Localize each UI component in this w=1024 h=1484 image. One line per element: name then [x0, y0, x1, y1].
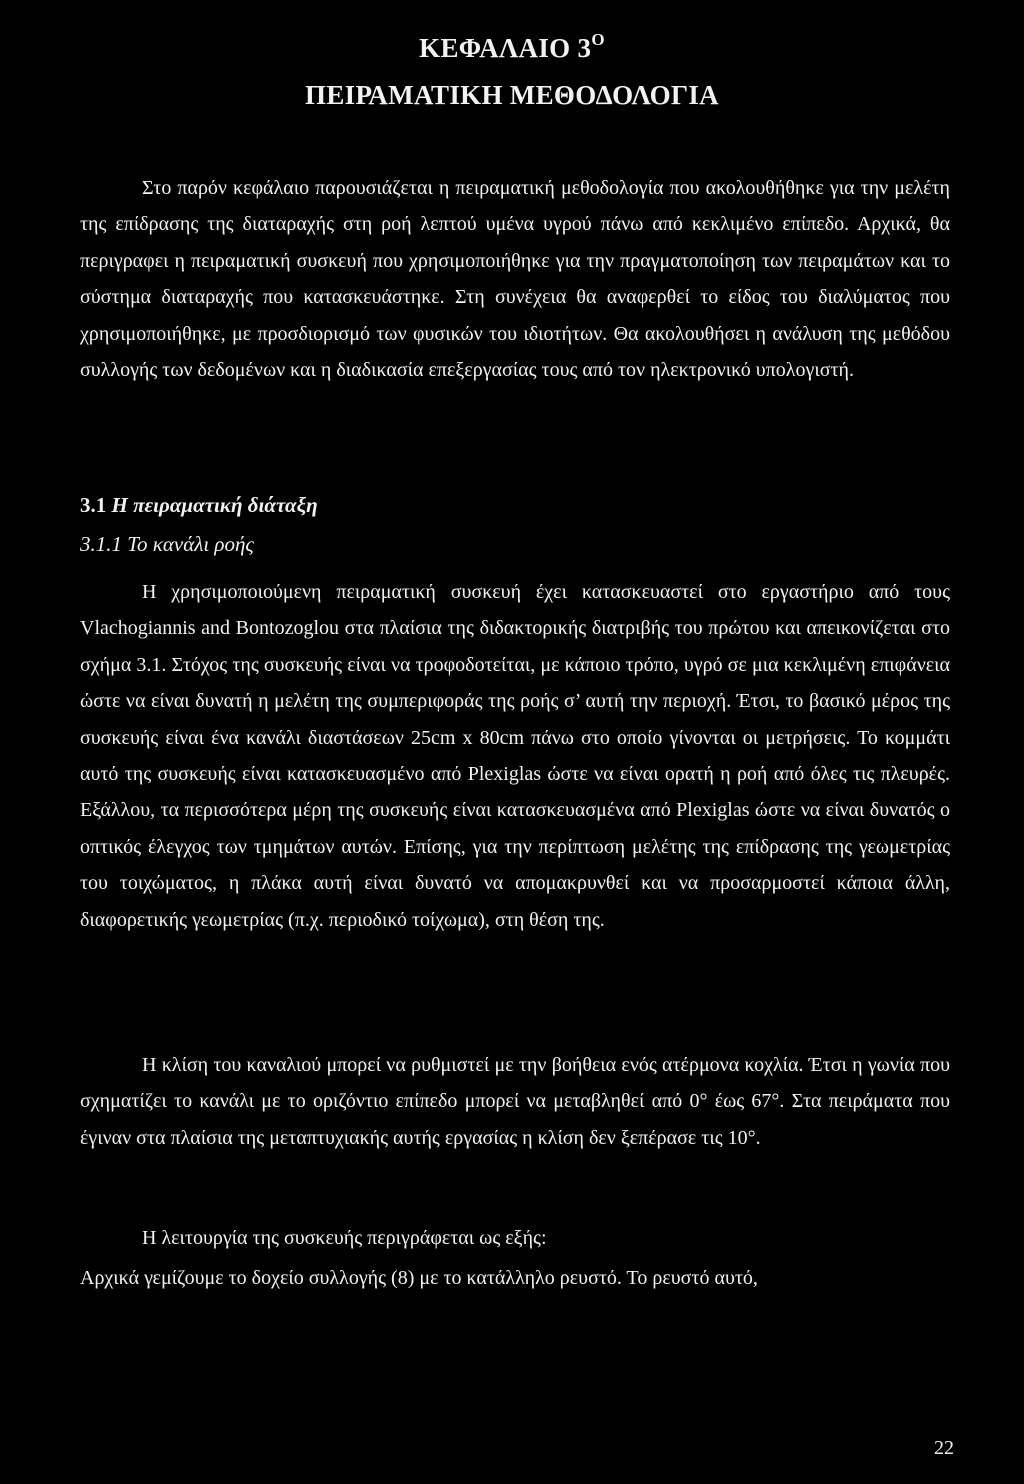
intro-paragraph: Στο παρόν κεφάλαιο παρουσιάζεται η πειραματική μεθοδολογία που ακολουθήθηκε για την μελέτη της επίδρασης της διαταραχής στη ροή λεπτού υμένα υγρού πάνω από κεκλιμένο επίπεδο. Αρχικά, θα περιγραφει η πειραματική συσκευή που χρησιμοποιήθηκε για την πραγματοποίηση των πειραμάτων και το σύστημα διαταραχής που κατασκευάστηκε. Στη συνέχεια θα αναφερθεί το είδος του διαλύματος που χρησιμοποιήθηκε, με προσδιορισμό των φυσικών του ιδιοτήτων. Θα ακολουθήσει η ανάλυση της μεθόδου συλλογής των δεδομένων και η διαδικασία επεξεργασίας τους από τον ηλεκτρονικό υπολογιστή.	[80, 177, 950, 382]
chapter-superscript: O	[591, 30, 605, 49]
body-paragraph: Η κλίση του καναλιού μπορεί να ρυθμιστεί με την βοήθεια ενός ατέρμονα κοχλία. Έτσι η γωνία που σχηματίζει το κανάλι με το οριζόντιο επίπεδο μπορεί να μεταβληθεί από 0° έως 67°. Στα πειράματα που έγιναν στα πλαίσια της μεταπτυχιακής αυτής εργασίας η κλίση δεν ξεπέρασε τις 10°.	[80, 1054, 950, 1149]
body-paragraph: Η λειτουργία της συσκευής περιγράφεται ως εξής:	[142, 1227, 547, 1249]
page-number: 22	[934, 1437, 954, 1459]
chapter-label: ΚΕΦΑΛΑΙΟ $3^O$	[419, 30, 605, 63]
body-paragraph: Αρχικά γεμίζουμε το δοχείο συλλογής (8) με το κατάλληλο ρευστό. Το ρευστό αυτό,	[80, 1267, 758, 1289]
section-title: Η πειραματική διάταξη	[111, 493, 318, 517]
section-heading	[80, 493, 318, 518]
subsection-heading: 3.1.1 Το κανάλι ροής	[80, 532, 254, 556]
section-number: 3.1	[80, 493, 107, 517]
chapter-title: ΠΕΙΡΑΜΑΤΙΚΗ ΜΕΘΟΔΟΛΟΓΙΑ	[305, 80, 719, 110]
body-paragraph: Η χρησιμοποιούμενη πειραματική συσκευή έχει κατασκευαστεί στο εργαστήριο από τους Vlachogiannis and Bontozoglou στα πλαίσια της διδακτορικής διατριβής του πρώτου και απεικονίζεται στο σχήμα 3.1. Στόχος της συσκευής είναι να τροφοδοτείται, με κάποιο τρόπο, υγρό σε μια κεκλιμένη επιφάνεια ώστε να είναι δυνατή η μελέτη της συμπεριφοράς της ροής σ’ αυτή την περιοχή. Έτσι, το βασικό μέρος της συσκευής είναι ένα κανάλι διαστάσεων 25cm x 80cm πάνω στο οποίο γίνονται οι μετρήσεις. Το κομμάτι αυτό της συσκευής είναι κατασκευασμένο από Plexiglas ώστε να είναι ορατή η ροή από όλες τις πλευρές. Εξάλλου, τα περισσότερα μέρη της συσκευής είναι κατασκευασμένα από Plexiglas ώστε να είναι δυνατός ο οπτικός έλεγχος των τμημάτων αυτών. Επίσης, για την περίπτωση μελέτης της επίδρασης της γεωμετρίας του τοιχώματος, η πλάκα αυτή είναι δυνατό να απομακρυνθεί και να προσαρμοστεί κάποια άλλη, διαφορετικής γεωμετρίας (π.χ. περιοδικό τοίχωμα), στη θέση της.	[80, 581, 950, 931]
